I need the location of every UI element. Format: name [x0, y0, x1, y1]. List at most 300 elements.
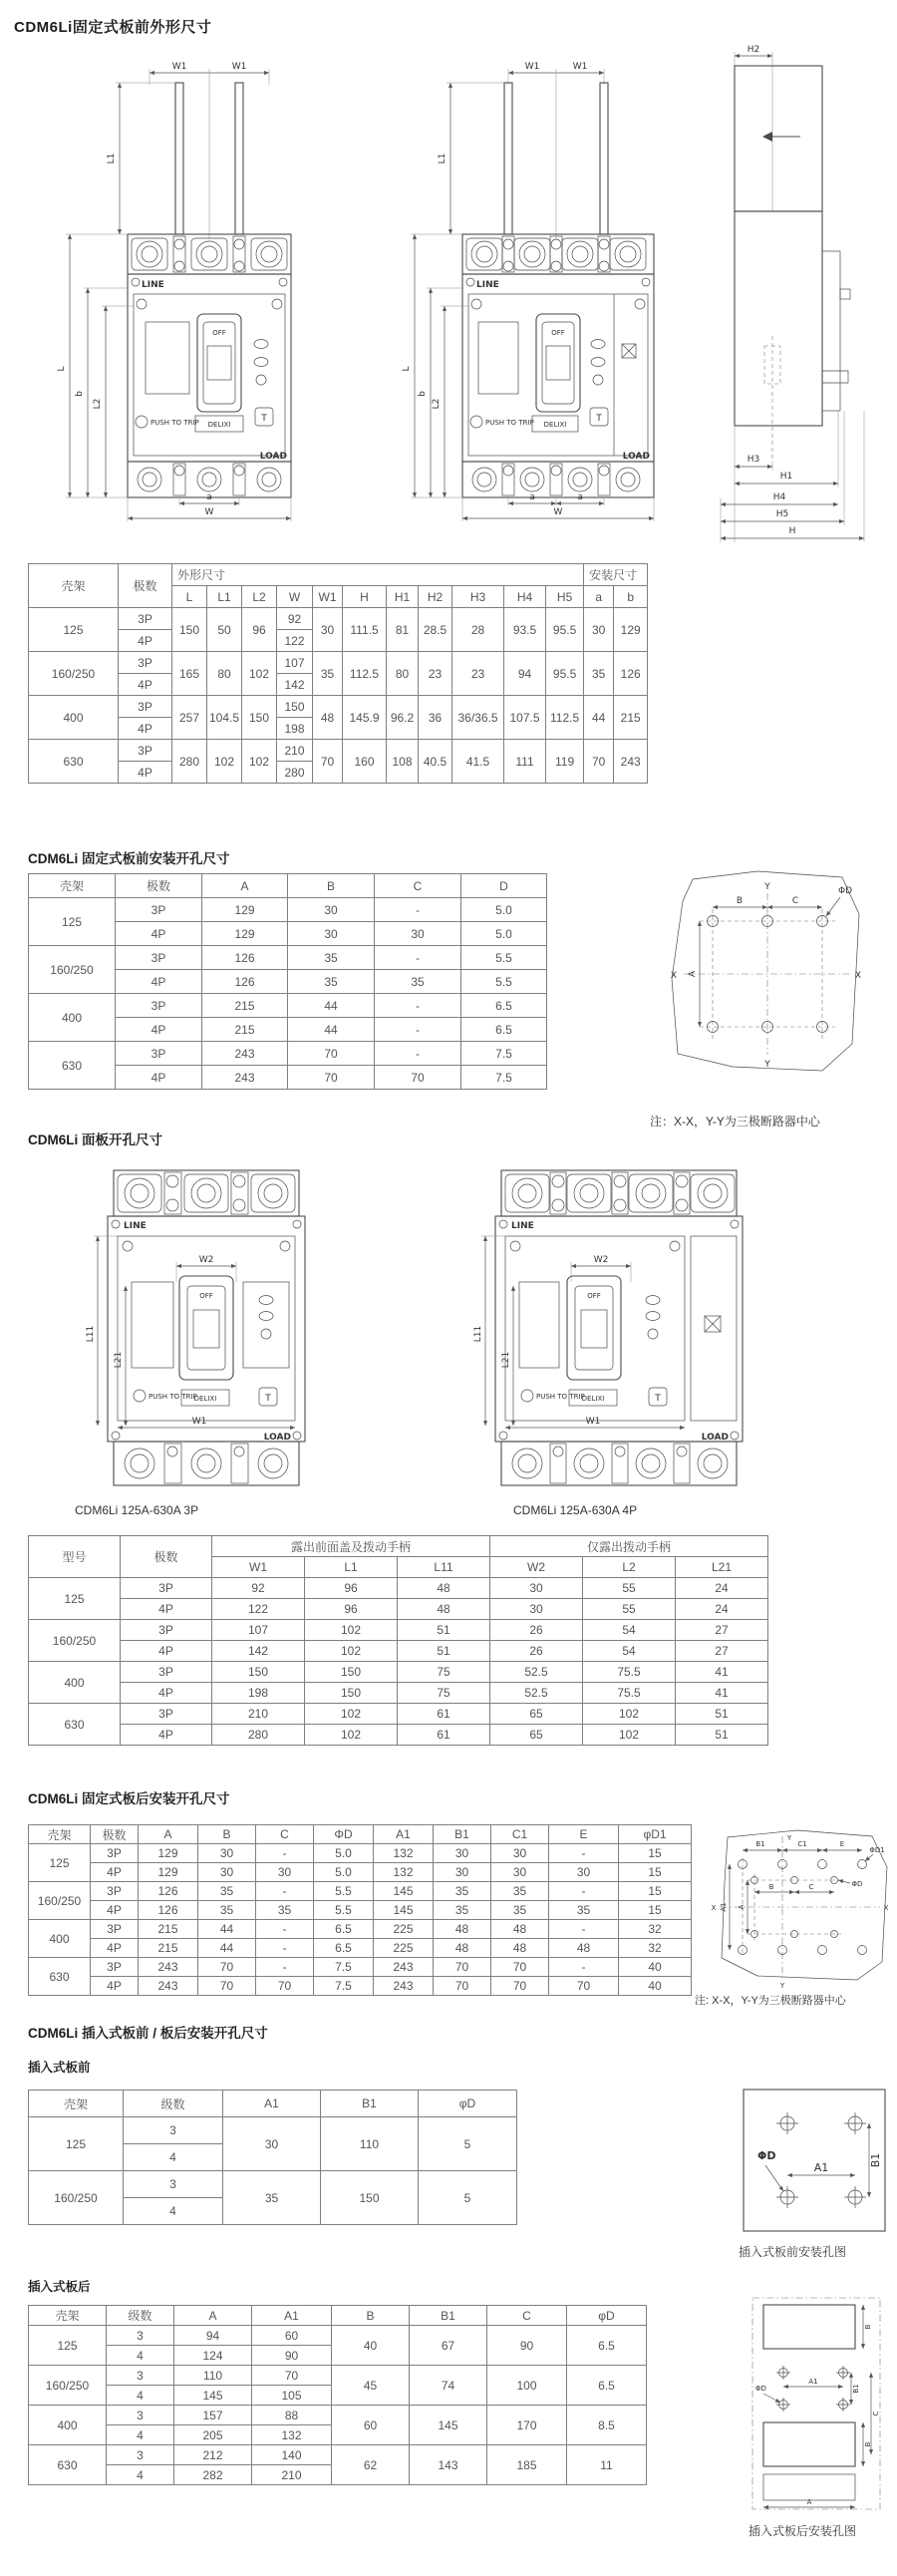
subsection-title-plug-front: 插入式板前 [28, 2061, 91, 2075]
data-cell: 210 [252, 2465, 332, 2485]
data-cell: 15 [619, 1863, 692, 1882]
data-cell: 5.0 [314, 1844, 374, 1863]
data-cell: 165 [172, 652, 207, 696]
header-cell: D [461, 874, 547, 898]
data-cell: - [549, 1920, 619, 1939]
table-rear-mounting-holes [28, 1824, 691, 1996]
data-cell: 48 [491, 1920, 549, 1939]
drawing-panel-cutout-3p [52, 1164, 321, 1493]
data-cell: 96 [242, 608, 277, 652]
header-cell: 壳架 [29, 2091, 124, 2117]
dim-label-a: a [529, 492, 535, 502]
data-cell: 4P [119, 762, 172, 784]
header-cell: 壳架 [29, 1825, 91, 1844]
data-cell: 225 [374, 1920, 434, 1939]
diagram-rear-mounting-holes [698, 1822, 892, 1990]
header-cell: W1 [313, 586, 343, 608]
header-cell: H3 [452, 586, 504, 608]
table-plug-in-rear [28, 2305, 646, 2485]
data-cell: 41.5 [452, 740, 504, 784]
data-cell: 160/250 [29, 2171, 124, 2225]
data-cell: 107 [277, 652, 313, 674]
data-cell: 150 [242, 696, 277, 740]
data-cell: 5.5 [314, 1901, 374, 1920]
data-cell: 6.5 [461, 994, 547, 1018]
dim-label-h5: H5 [775, 509, 789, 519]
data-cell: 102 [242, 740, 277, 784]
header-cell: 极数 [91, 1825, 139, 1844]
data-cell: 15 [619, 1901, 692, 1920]
data-cell: 26 [490, 1641, 583, 1662]
header-cell: H1 [387, 586, 419, 608]
data-cell: 26 [490, 1620, 583, 1641]
data-cell: 243 [374, 1958, 434, 1977]
data-cell: 4P [121, 1683, 212, 1704]
data-cell: 160/250 [29, 1882, 91, 1920]
header-cell: C1 [491, 1825, 549, 1844]
data-cell: 105 [252, 2386, 332, 2406]
data-cell: 52.5 [490, 1683, 583, 1704]
data-cell: 52.5 [490, 1662, 583, 1683]
table-row [29, 1901, 692, 1920]
data-cell: 4 [107, 2386, 174, 2406]
header-cell: L2 [242, 586, 277, 608]
data-cell: 70 [434, 1958, 491, 1977]
data-cell: 160/250 [29, 652, 119, 696]
data-cell: 4P [116, 970, 202, 994]
header-cell: φD1 [619, 1825, 692, 1844]
header-cell: W2 [490, 1557, 583, 1578]
data-cell: 150 [305, 1662, 398, 1683]
dim-label-b: B [864, 2324, 872, 2330]
data-cell: 44 [584, 696, 614, 740]
data-cell: 70 [491, 1977, 549, 1996]
data-cell: 3P [91, 1844, 139, 1863]
data-cell: 70 [491, 1958, 549, 1977]
dim-label-h1: H1 [779, 472, 793, 482]
data-cell: 185 [487, 2445, 567, 2485]
data-cell: 35 [584, 652, 614, 696]
data-cell: - [256, 1939, 314, 1958]
data-cell: 95.5 [546, 608, 584, 652]
data-cell: 4P [91, 1977, 139, 1996]
data-cell: 280 [277, 762, 313, 784]
dim-label-l2: L2 [432, 398, 442, 410]
header-cell: 极数 [116, 874, 202, 898]
data-cell: 30 [491, 1844, 549, 1863]
data-cell: 92 [212, 1578, 305, 1599]
data-cell: 44 [198, 1920, 256, 1939]
dim-label-l11: L11 [86, 1325, 96, 1343]
dim-label-b1: B1 [869, 2152, 882, 2168]
data-cell: 48 [549, 1939, 619, 1958]
data-cell: 102 [305, 1725, 398, 1746]
data-cell: 160/250 [29, 946, 116, 994]
dim-label-a: a [206, 492, 212, 502]
table-row [29, 2091, 517, 2117]
data-cell: 54 [583, 1620, 676, 1641]
data-cell: 70 [584, 740, 614, 784]
data-cell: 36/36.5 [452, 696, 504, 740]
data-cell: 225 [374, 1939, 434, 1958]
data-cell: 3P [116, 1042, 202, 1066]
header-cell: C [487, 2306, 567, 2326]
data-cell: 7.5 [314, 1977, 374, 1996]
header-cell: C [375, 874, 461, 898]
dim-label-a1: A1 [720, 1902, 728, 1912]
data-cell: 80 [207, 652, 242, 696]
data-cell: 243 [202, 1066, 288, 1090]
data-cell: 30 [490, 1599, 583, 1620]
data-cell: 70 [549, 1977, 619, 1996]
data-cell: 35 [313, 652, 343, 696]
header-cell: A [174, 2306, 252, 2326]
data-cell: 125 [29, 1844, 91, 1882]
data-cell: 3P [91, 1920, 139, 1939]
data-cell: - [375, 994, 461, 1018]
caption-3p: CDM6Li 125A-630A 3P [75, 1503, 199, 1517]
data-cell: 88 [252, 2406, 332, 2425]
data-cell: 48 [491, 1939, 549, 1958]
header-cell: ΦD [314, 1825, 374, 1844]
header-cell: 露出前面盖及拨动手柄 [212, 1536, 490, 1557]
section-title-panel-cutout: CDM6Li 面板开孔尺寸 [28, 1132, 162, 1147]
axis-label-x: X [670, 971, 678, 981]
data-cell: 30 [375, 922, 461, 946]
data-cell: 3P [116, 898, 202, 922]
data-cell: 4P [119, 674, 172, 696]
table-row [29, 2171, 517, 2198]
push-to-trip-label: PUSH TO TRIP [149, 1393, 197, 1401]
data-cell: 30 [198, 1863, 256, 1882]
data-cell: 55 [583, 1599, 676, 1620]
data-cell: 112.5 [343, 652, 387, 696]
data-cell: - [549, 1958, 619, 1977]
data-cell: 60 [332, 2406, 410, 2445]
table-row [29, 1641, 768, 1662]
dim-label-c1: C1 [797, 1840, 807, 1848]
header-cell: 极数 [121, 1536, 212, 1578]
header-cell: φD [567, 2306, 647, 2326]
data-cell: 205 [174, 2425, 252, 2445]
data-cell: 44 [198, 1939, 256, 1958]
table-row [29, 1939, 692, 1958]
note-three-pole-center: 注：X-X，Y-Y为三极断路器中心 [650, 1115, 820, 1128]
data-cell: 102 [305, 1641, 398, 1662]
t-button-label: T [265, 1394, 271, 1404]
data-cell: 23 [419, 652, 452, 696]
data-cell: 4 [124, 2198, 223, 2225]
data-cell: 102 [242, 652, 277, 696]
data-cell: 107 [212, 1620, 305, 1641]
data-cell: 100 [487, 2366, 567, 2406]
dim-label-l21: L21 [114, 1351, 124, 1369]
table-row [29, 1662, 768, 1683]
data-cell: 60 [252, 2326, 332, 2346]
data-cell: 282 [174, 2465, 252, 2485]
header-cell: L [172, 586, 207, 608]
header-cell: b [614, 586, 648, 608]
data-cell: 215 [202, 994, 288, 1018]
data-cell: 96 [305, 1599, 398, 1620]
data-cell: 6.5 [567, 2326, 647, 2366]
data-cell: 102 [583, 1704, 676, 1725]
data-cell: 110 [174, 2366, 252, 2386]
data-cell: 6.5 [461, 1018, 547, 1042]
data-cell: 4P [91, 1939, 139, 1958]
data-cell: 3P [119, 740, 172, 762]
data-cell: 5 [419, 2171, 517, 2225]
data-cell: 170 [487, 2406, 567, 2445]
data-cell: 28.5 [419, 608, 452, 652]
data-cell: 243 [139, 1958, 198, 1977]
header-cell: B [332, 2306, 410, 2326]
data-cell: 96 [305, 1578, 398, 1599]
table-row [29, 1683, 768, 1704]
data-cell: 61 [398, 1725, 490, 1746]
data-cell: 4 [107, 2346, 174, 2366]
data-cell: 119 [546, 740, 584, 784]
dim-label-w: W [553, 507, 563, 517]
data-cell: 75 [398, 1683, 490, 1704]
data-cell: 102 [305, 1704, 398, 1725]
data-cell: 5.5 [461, 970, 547, 994]
data-cell: 5.0 [461, 898, 547, 922]
caption-plug-rear: 插入式板后安装孔图 [748, 2524, 856, 2538]
data-cell: 55 [583, 1578, 676, 1599]
header-cell: H4 [504, 586, 546, 608]
data-cell: 243 [614, 740, 648, 784]
header-cell: A1 [252, 2306, 332, 2326]
data-cell: 8.5 [567, 2406, 647, 2445]
header-cell: A [139, 1825, 198, 1844]
table-panel-cutout-dimensions [28, 1535, 767, 1746]
data-cell: 3 [107, 2406, 174, 2425]
data-cell: 257 [172, 696, 207, 740]
dim-label-w1: W1 [572, 62, 588, 72]
data-cell: 110 [321, 2117, 419, 2171]
data-cell: 70 [198, 1977, 256, 1996]
data-cell: 3P [119, 652, 172, 674]
caption-plug-front: 插入式板前安装孔图 [738, 2245, 846, 2259]
data-cell: 81 [387, 608, 419, 652]
data-cell: 125 [29, 1578, 121, 1620]
data-cell: 125 [29, 2117, 124, 2171]
data-cell: 36 [419, 696, 452, 740]
table-row [29, 898, 547, 922]
header-cell: L21 [676, 1557, 768, 1578]
data-cell: 4P [91, 1863, 139, 1882]
dim-label-a: A [738, 1904, 746, 1910]
table-row [29, 2306, 647, 2326]
data-cell: 3 [124, 2117, 223, 2144]
data-cell: 3P [121, 1620, 212, 1641]
data-cell: 6.5 [314, 1939, 374, 1958]
line-label: LINE [511, 1221, 534, 1231]
off-label: OFF [551, 329, 565, 337]
data-cell: 48 [398, 1599, 490, 1620]
off-label: OFF [199, 1292, 213, 1300]
data-cell: - [375, 946, 461, 970]
table-row [29, 2366, 647, 2386]
data-cell: 3 [124, 2171, 223, 2198]
data-cell: 215 [139, 1920, 198, 1939]
data-cell: 40 [619, 1958, 692, 1977]
data-cell: 70 [288, 1042, 375, 1066]
data-cell: 51 [398, 1641, 490, 1662]
data-cell: 4 [107, 2425, 174, 2445]
data-cell: 104.5 [207, 696, 242, 740]
table-row [29, 2326, 647, 2346]
table-row [29, 2445, 647, 2465]
data-cell: 32 [619, 1939, 692, 1958]
t-button-label: T [596, 414, 602, 424]
data-cell: 30 [313, 608, 343, 652]
line-label: LINE [142, 280, 164, 290]
data-cell: 35 [491, 1882, 549, 1901]
data-cell: 4P [121, 1641, 212, 1662]
data-cell: 4P [119, 718, 172, 740]
data-cell: 94 [504, 652, 546, 696]
data-cell: 30 [490, 1578, 583, 1599]
data-cell: 51 [398, 1620, 490, 1641]
note-three-pole-center-2: 注: X-X，Y-Y为三极断路器中心 [695, 1995, 846, 2007]
data-cell: 215 [139, 1939, 198, 1958]
dim-label-l1: L1 [438, 153, 448, 164]
header-cell: B1 [321, 2091, 419, 2117]
data-cell: 145 [174, 2386, 252, 2406]
dim-label-a1: A1 [808, 2378, 818, 2386]
data-cell: 630 [29, 1704, 121, 1746]
table-row [29, 1042, 547, 1066]
header-cell: 壳架 [29, 2306, 107, 2326]
data-cell: 142 [212, 1641, 305, 1662]
header-cell: B [198, 1825, 256, 1844]
data-cell: 90 [487, 2326, 567, 2366]
data-cell: 80 [387, 652, 419, 696]
data-cell: 28 [452, 608, 504, 652]
data-cell: 30 [223, 2117, 321, 2171]
data-cell: 102 [583, 1725, 676, 1746]
data-cell: 93.5 [504, 608, 546, 652]
data-cell: 215 [614, 696, 648, 740]
dim-label-c: C [808, 1883, 814, 1891]
data-cell: 40.5 [419, 740, 452, 784]
data-cell: 3P [91, 1882, 139, 1901]
data-cell: 129 [202, 898, 288, 922]
data-cell: 630 [29, 2445, 107, 2485]
data-cell: 65 [490, 1704, 583, 1725]
data-cell: 30 [584, 608, 614, 652]
header-cell: W1 [212, 1557, 305, 1578]
data-cell: - [256, 1920, 314, 1939]
dim-label-l21: L21 [501, 1351, 511, 1369]
data-cell: 630 [29, 740, 119, 784]
off-label: OFF [587, 1292, 601, 1300]
data-cell: 30 [434, 1863, 491, 1882]
data-cell: - [375, 1042, 461, 1066]
header-cell: E [549, 1825, 619, 1844]
header-cell: L11 [398, 1557, 490, 1578]
dim-label-w1: W1 [585, 1417, 601, 1427]
dim-label-w1: W1 [524, 62, 540, 72]
data-cell: 400 [29, 994, 116, 1042]
header-cell: H [343, 586, 387, 608]
data-cell: 630 [29, 1958, 91, 1996]
data-cell: 145 [374, 1901, 434, 1920]
data-cell: 150 [321, 2171, 419, 2225]
header-cell: L1 [207, 586, 242, 608]
data-cell: 11 [567, 2445, 647, 2485]
table-row [29, 1536, 768, 1557]
data-cell: 62 [332, 2445, 410, 2485]
data-cell: 126 [202, 946, 288, 970]
data-cell: 48 [398, 1578, 490, 1599]
table-front-mounting-holes [28, 873, 546, 1090]
axis-label-x: X [883, 1904, 889, 1912]
dim-label-phid: ΦD [757, 2149, 776, 2162]
table-row [29, 1882, 692, 1901]
data-cell: 198 [277, 718, 313, 740]
data-cell: 122 [277, 630, 313, 652]
data-cell: 35 [491, 1901, 549, 1920]
header-cell: φD [419, 2091, 517, 2117]
header-cell: 仅露出拨动手柄 [490, 1536, 768, 1557]
data-cell: 70 [434, 1977, 491, 1996]
data-cell: 400 [29, 1662, 121, 1704]
table-row [29, 1844, 692, 1863]
data-cell: 94 [174, 2326, 252, 2346]
dim-label-l: L [57, 366, 67, 372]
dim-label-l11: L11 [473, 1325, 483, 1343]
data-cell: 23 [452, 652, 504, 696]
dim-label-l: L [402, 366, 412, 372]
page-title: CDM6Li固定式板前外形尺寸 [14, 19, 212, 36]
header-cell: H5 [546, 586, 584, 608]
drawing-front-view-4p [399, 55, 668, 523]
data-cell: 44 [288, 1018, 375, 1042]
table-row [29, 740, 648, 762]
table-row [29, 608, 648, 630]
data-cell: 3P [119, 696, 172, 718]
data-cell: 35 [288, 946, 375, 970]
data-cell: 48 [434, 1939, 491, 1958]
data-cell: 280 [212, 1725, 305, 1746]
data-cell: 150 [212, 1662, 305, 1683]
t-button-label: T [655, 1394, 661, 1404]
push-to-trip-label: PUSH TO TRIP [536, 1393, 585, 1401]
data-cell: 30 [491, 1863, 549, 1882]
data-cell: 210 [277, 740, 313, 762]
data-cell: 5.5 [461, 946, 547, 970]
dim-label-b: b [418, 391, 428, 397]
data-cell: 4P [121, 1599, 212, 1620]
dim-label-l2: L2 [93, 398, 103, 410]
data-cell: 243 [139, 1977, 198, 1996]
dim-label-a: A [688, 970, 698, 978]
header-cell: W [277, 586, 313, 608]
data-cell: 27 [676, 1620, 768, 1641]
dim-label-a: a [577, 492, 583, 502]
dim-label-phid: ΦD [851, 1880, 863, 1888]
data-cell: 102 [305, 1620, 398, 1641]
data-cell: 74 [410, 2366, 487, 2406]
data-cell: 24 [676, 1599, 768, 1620]
data-cell: 102 [207, 740, 242, 784]
data-cell: 108 [387, 740, 419, 784]
data-cell: 111.5 [343, 608, 387, 652]
data-cell: 125 [29, 898, 116, 946]
